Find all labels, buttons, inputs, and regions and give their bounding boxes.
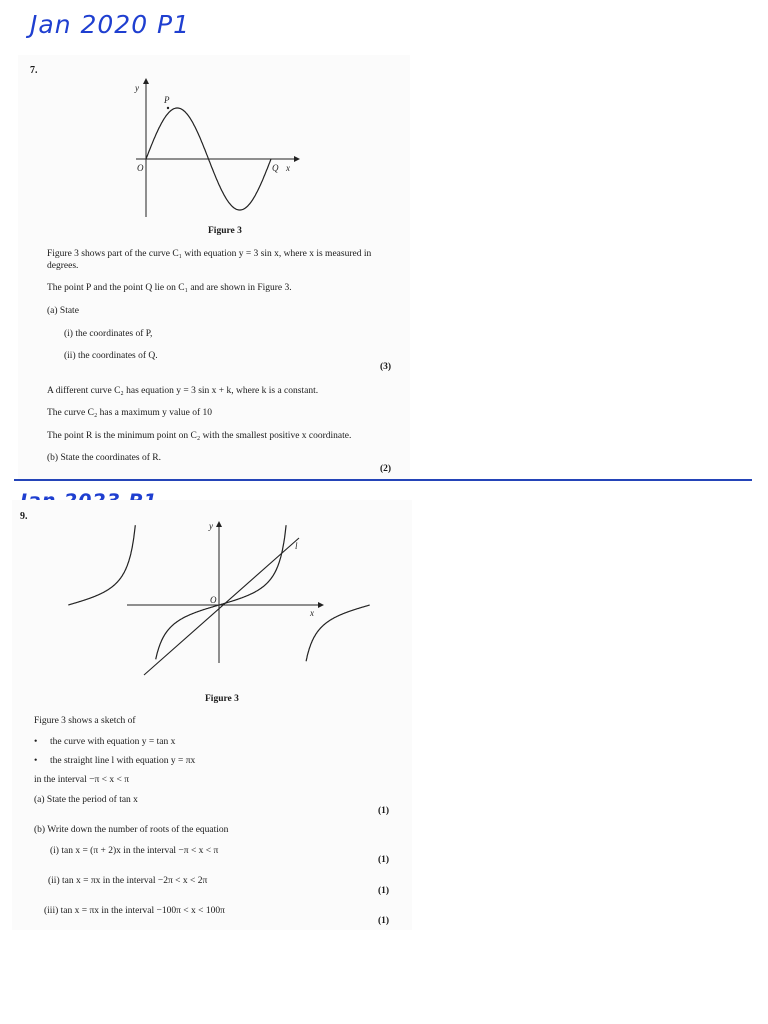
x-axis-arrow	[318, 602, 324, 608]
sine-curve-figure	[18, 70, 410, 245]
y-axis-arrow	[143, 78, 149, 84]
bullet-line: the straight line l with equation y = πx	[50, 756, 196, 766]
marks-part-a: (1)	[378, 806, 390, 816]
x-axis-arrow	[294, 156, 300, 162]
tan-branch-left	[68, 525, 135, 605]
marks-part-b: (2)	[380, 464, 392, 474]
part-a-ii: (ii) the coordinates of Q.	[64, 351, 158, 361]
question-line: The point P and the point Q lie on C₁ and are shown in Figure 3.	[47, 283, 292, 293]
tan-branch-middle	[156, 525, 286, 659]
origin-label: O	[137, 163, 144, 173]
marks-part-b-i: (1)	[378, 855, 390, 865]
question-line: The point R is the minimum point on C₂ with the smallest positive x coordinate.	[47, 431, 352, 441]
part-a-label: (a) State the period of tan x	[34, 795, 138, 805]
x-axis-label: x	[286, 163, 290, 173]
question-9-sheet	[12, 500, 412, 930]
handwritten-header-jan-2020: Jan 2020 P1	[30, 10, 191, 39]
tan-curve-figure	[12, 515, 412, 695]
question-number: 7.	[30, 65, 38, 76]
bullet-dot: •	[34, 756, 38, 766]
origin-label: O	[210, 595, 217, 605]
question-line: The curve C₂ has a maximum y value of 10	[47, 408, 213, 418]
part-b-label: (b) State the coordinates of R.	[47, 453, 161, 463]
part-b-iii: (iii) tan x = πx in the interval −100π < x < 100π	[44, 906, 225, 916]
line-l-label: l	[295, 541, 298, 551]
y-axis-arrow	[216, 521, 222, 527]
figure-caption: Figure 3	[208, 226, 242, 236]
part-b-label: (b) Write down the number of roots of the equation	[34, 825, 229, 835]
part-b-ii: (ii) tan x = πx in the interval −2π < x < 2π	[48, 876, 208, 886]
point-p	[167, 107, 169, 109]
bullet-curve: the curve with equation y = tan x	[50, 737, 176, 747]
question-7-sheet	[18, 55, 410, 480]
section-divider	[14, 479, 752, 481]
figure-caption: Figure 3	[205, 694, 239, 704]
x-axis-label: x	[310, 608, 314, 618]
question-number: 9.	[20, 511, 28, 522]
tan-branch-right	[306, 605, 370, 661]
interval-text: in the interval −π < x < π	[34, 775, 130, 785]
bullet-dot: •	[34, 737, 38, 747]
question-intro: Figure 3 shows part of the curve C₁ with equation y = 3 sin x, where x is measured in degrees.	[47, 249, 372, 271]
question-intro: Figure 3 shows a sketch of	[34, 716, 136, 726]
y-axis-label: y	[135, 83, 139, 93]
marks-part-b-ii: (1)	[378, 886, 390, 896]
part-a-i: (i) the coordinates of P,	[64, 329, 153, 339]
part-a-label: (a) State	[47, 306, 79, 316]
y-axis-label: y	[209, 521, 213, 531]
part-b-i: (i) tan x = (π + 2)x in the interval −π < x < π	[50, 846, 219, 856]
point-p-label: P	[164, 95, 170, 105]
question-line: A different curve C₂ has equation y = 3 sin x + k, where k is a constant.	[47, 386, 319, 396]
point-q-label: Q	[272, 163, 279, 173]
marks-part-b-iii: (1)	[378, 916, 390, 926]
marks-part-a: (3)	[380, 362, 392, 372]
straight-line-l	[144, 538, 299, 675]
